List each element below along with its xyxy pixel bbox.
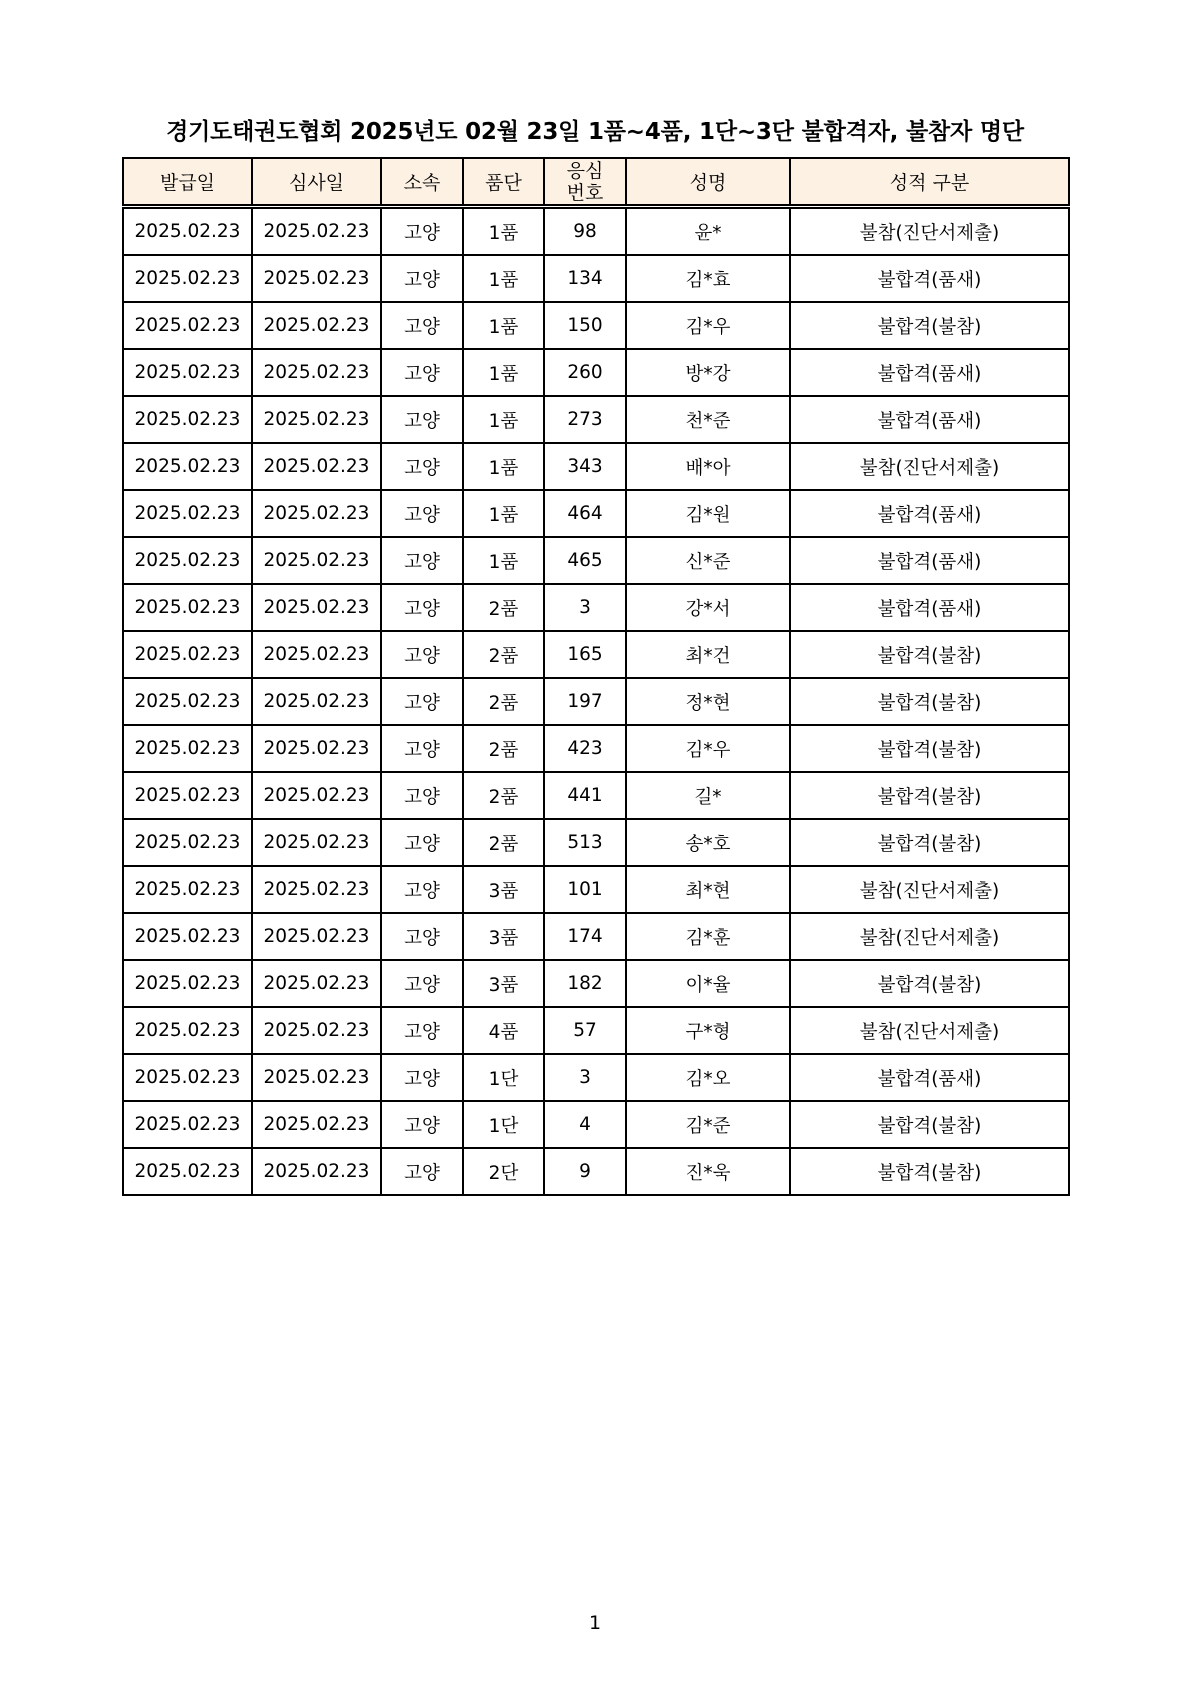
applicant-no-cell: 3: [544, 584, 626, 631]
issue-date-cell: 2025.02.23: [123, 913, 252, 960]
result-cell: 불참(진단서제출): [790, 866, 1069, 913]
name-cell: 김*원: [626, 490, 790, 537]
affiliation-cell: 고양: [381, 207, 463, 256]
name-cell: 신*준: [626, 537, 790, 584]
result-cell: 불합격(불참): [790, 725, 1069, 772]
applicant-no-cell: 98: [544, 207, 626, 256]
grade-cell: 2품: [463, 772, 544, 819]
name-cell: 김*효: [626, 255, 790, 302]
exam-date-cell: 2025.02.23: [252, 678, 381, 725]
applicant-no-cell: 182: [544, 960, 626, 1007]
name-cell: 진*욱: [626, 1148, 790, 1195]
page-number: 1: [588, 1612, 602, 1634]
result-cell: 불참(진단서제출): [790, 913, 1069, 960]
grade-cell: 1품: [463, 349, 544, 396]
exam-date-cell: 2025.02.23: [252, 819, 381, 866]
name-cell: 최*건: [626, 631, 790, 678]
result-cell: 불참(진단서제출): [790, 1007, 1069, 1054]
table-row: [123, 396, 1069, 443]
table-header-row: [123, 158, 1069, 207]
name-cell: 강*서: [626, 584, 790, 631]
exam-date-cell: 2025.02.23: [252, 396, 381, 443]
result-cell: 불합격(불참): [790, 960, 1069, 1007]
result-cell: 불합격(품새): [790, 255, 1069, 302]
issue-date-cell: 2025.02.23: [123, 1148, 252, 1195]
result-cell: 불합격(품새): [790, 490, 1069, 537]
table-row: [123, 207, 1069, 256]
grade-cell: 1품: [463, 537, 544, 584]
grade-cell: 1품: [463, 207, 544, 256]
table-row: [123, 819, 1069, 866]
table-row: [123, 913, 1069, 960]
affiliation-cell: 고양: [381, 349, 463, 396]
affiliation-cell: 고양: [381, 302, 463, 349]
affiliation-cell: 고양: [381, 960, 463, 1007]
applicant-no-cell: 150: [544, 302, 626, 349]
name-cell: 김*우: [626, 725, 790, 772]
result-cell: 불합격(불참): [790, 819, 1069, 866]
applicant-no-cell: 465: [544, 537, 626, 584]
exam-date-cell: 2025.02.23: [252, 725, 381, 772]
name-cell: 천*준: [626, 396, 790, 443]
grade-cell: 1품: [463, 396, 544, 443]
table-row: [123, 255, 1069, 302]
exam-date-cell: 2025.02.23: [252, 490, 381, 537]
table-row: [123, 960, 1069, 1007]
table-row: [123, 1148, 1069, 1195]
applicant-no-cell: 513: [544, 819, 626, 866]
name-cell: 구*형: [626, 1007, 790, 1054]
affiliation-cell: 고양: [381, 584, 463, 631]
affiliation-cell: 고양: [381, 443, 463, 490]
issue-date-cell: 2025.02.23: [123, 725, 252, 772]
table-row: [123, 490, 1069, 537]
grade-cell: 1품: [463, 443, 544, 490]
name-cell: 김*준: [626, 1101, 790, 1148]
issue-date-cell: 2025.02.23: [123, 960, 252, 1007]
result-cell: 불합격(품새): [790, 349, 1069, 396]
applicant-no-cell: 9: [544, 1148, 626, 1195]
issue-date-cell: 2025.02.23: [123, 255, 252, 302]
affiliation-cell: 고양: [381, 913, 463, 960]
name-cell: 김*오: [626, 1054, 790, 1101]
affiliation-cell: 고양: [381, 819, 463, 866]
issue-date-cell: 2025.02.23: [123, 302, 252, 349]
header-applicant-no: [544, 158, 626, 207]
exam-date-cell: 2025.02.23: [252, 866, 381, 913]
result-cell: 불합격(불참): [790, 678, 1069, 725]
grade-cell: 2품: [463, 725, 544, 772]
applicant-no-cell: 134: [544, 255, 626, 302]
table-row: [123, 1054, 1069, 1101]
header-name: 성명: [626, 158, 790, 207]
issue-date-cell: 2025.02.23: [123, 678, 252, 725]
issue-date-cell: 2025.02.23: [123, 631, 252, 678]
result-cell: 불참(진단서제출): [790, 443, 1069, 490]
affiliation-cell: 고양: [381, 866, 463, 913]
name-cell: 김*우: [626, 302, 790, 349]
table-row: [123, 772, 1069, 819]
affiliation-cell: 고양: [381, 772, 463, 819]
name-cell: 최*현: [626, 866, 790, 913]
table-row: [123, 631, 1069, 678]
affiliation-cell: 고양: [381, 255, 463, 302]
issue-date-cell: 2025.02.23: [123, 443, 252, 490]
applicant-no-cell: 260: [544, 349, 626, 396]
result-cell: 불합격(품새): [790, 537, 1069, 584]
result-cell: 불합격(불참): [790, 772, 1069, 819]
issue-date-cell: 2025.02.23: [123, 1101, 252, 1148]
name-cell: 이*율: [626, 960, 790, 1007]
grade-cell: 2품: [463, 678, 544, 725]
result-cell: 불합격(품새): [790, 396, 1069, 443]
affiliation-cell: 고양: [381, 490, 463, 537]
result-cell: 불합격(불참): [790, 302, 1069, 349]
issue-date-cell: 2025.02.23: [123, 490, 252, 537]
issue-date-cell: 2025.02.23: [123, 1054, 252, 1101]
name-cell: 송*호: [626, 819, 790, 866]
grade-cell: 1품: [463, 255, 544, 302]
affiliation-cell: 고양: [381, 537, 463, 584]
affiliation-cell: 고양: [381, 678, 463, 725]
exam-date-cell: 2025.02.23: [252, 772, 381, 819]
grade-cell: 1단: [463, 1101, 544, 1148]
applicant-no-cell: 174: [544, 913, 626, 960]
result-cell: 불합격(불참): [790, 1101, 1069, 1148]
table-row: [123, 584, 1069, 631]
affiliation-cell: 고양: [381, 1054, 463, 1101]
exam-date-cell: 2025.02.23: [252, 302, 381, 349]
exam-date-cell: 2025.02.23: [252, 207, 381, 256]
name-cell: 정*현: [626, 678, 790, 725]
exam-date-cell: 2025.02.23: [252, 960, 381, 1007]
applicant-no-cell: 101: [544, 866, 626, 913]
affiliation-cell: 고양: [381, 396, 463, 443]
name-cell: 길*: [626, 772, 790, 819]
table-row: [123, 678, 1069, 725]
exam-date-cell: 2025.02.23: [252, 1007, 381, 1054]
grade-cell: 1품: [463, 490, 544, 537]
header-applicant-no-line2: 번호: [566, 181, 604, 204]
grade-cell: 3품: [463, 913, 544, 960]
issue-date-cell: 2025.02.23: [123, 866, 252, 913]
exam-date-cell: 2025.02.23: [252, 584, 381, 631]
name-cell: 배*아: [626, 443, 790, 490]
result-cell: 불참(진단서제출): [790, 207, 1069, 256]
result-cell: 불합격(불참): [790, 631, 1069, 678]
grade-cell: 2품: [463, 584, 544, 631]
exam-date-cell: 2025.02.23: [252, 1148, 381, 1195]
applicant-no-cell: 4: [544, 1101, 626, 1148]
exam-date-cell: 2025.02.23: [252, 1054, 381, 1101]
exam-date-cell: 2025.02.23: [252, 255, 381, 302]
exam-date-cell: 2025.02.23: [252, 443, 381, 490]
table-row: [123, 1101, 1069, 1148]
affiliation-cell: 고양: [381, 1101, 463, 1148]
applicant-no-cell: 343: [544, 443, 626, 490]
issue-date-cell: 2025.02.23: [123, 396, 252, 443]
issue-date-cell: 2025.02.23: [123, 772, 252, 819]
applicant-no-cell: 3: [544, 1054, 626, 1101]
issue-date-cell: 2025.02.23: [123, 207, 252, 256]
exam-date-cell: 2025.02.23: [252, 537, 381, 584]
applicant-no-cell: 441: [544, 772, 626, 819]
grade-cell: 1단: [463, 1054, 544, 1101]
affiliation-cell: 고양: [381, 1007, 463, 1054]
name-cell: 윤*: [626, 207, 790, 256]
grade-cell: 2품: [463, 631, 544, 678]
results-table: [122, 157, 1070, 1196]
issue-date-cell: 2025.02.23: [123, 537, 252, 584]
result-cell: 불합격(불참): [790, 1148, 1069, 1195]
exam-date-cell: 2025.02.23: [252, 913, 381, 960]
table-row: [123, 443, 1069, 490]
exam-date-cell: 2025.02.23: [252, 1101, 381, 1148]
header-applicant-no-line1: 응심: [566, 159, 604, 182]
table-row: [123, 866, 1069, 913]
name-cell: 방*강: [626, 349, 790, 396]
grade-cell: 2단: [463, 1148, 544, 1195]
result-cell: 불합격(품새): [790, 584, 1069, 631]
exam-date-cell: 2025.02.23: [252, 349, 381, 396]
applicant-no-cell: 165: [544, 631, 626, 678]
applicant-no-cell: 423: [544, 725, 626, 772]
result-cell: 불합격(품새): [790, 1054, 1069, 1101]
header-grade: 품단: [463, 158, 544, 207]
grade-cell: 3품: [463, 960, 544, 1007]
issue-date-cell: 2025.02.23: [123, 1007, 252, 1054]
header-issue-date: 발급일: [123, 158, 252, 207]
document-title: 경기도태권도협회 2025년도 02월 23일 1품~4품, 1단~3단 불합격자, 불참자 명단: [166, 119, 1024, 145]
affiliation-cell: 고양: [381, 631, 463, 678]
name-cell: 김*훈: [626, 913, 790, 960]
affiliation-cell: 고양: [381, 725, 463, 772]
table-row: [123, 537, 1069, 584]
issue-date-cell: 2025.02.23: [123, 819, 252, 866]
issue-date-cell: 2025.02.23: [123, 349, 252, 396]
grade-cell: 3품: [463, 866, 544, 913]
grade-cell: 1품: [463, 302, 544, 349]
table-row: [123, 725, 1069, 772]
exam-date-cell: 2025.02.23: [252, 631, 381, 678]
header-affiliation: 소속: [381, 158, 463, 207]
table-row: [123, 302, 1069, 349]
affiliation-cell: 고양: [381, 1148, 463, 1195]
table-row: [123, 1007, 1069, 1054]
applicant-no-cell: 273: [544, 396, 626, 443]
header-exam-date: 심사일: [252, 158, 381, 207]
applicant-no-cell: 57: [544, 1007, 626, 1054]
grade-cell: 2품: [463, 819, 544, 866]
table-row: [123, 349, 1069, 396]
grade-cell: 4품: [463, 1007, 544, 1054]
applicant-no-cell: 464: [544, 490, 626, 537]
header-result: 성적 구분: [790, 158, 1069, 207]
applicant-no-cell: 197: [544, 678, 626, 725]
issue-date-cell: 2025.02.23: [123, 584, 252, 631]
